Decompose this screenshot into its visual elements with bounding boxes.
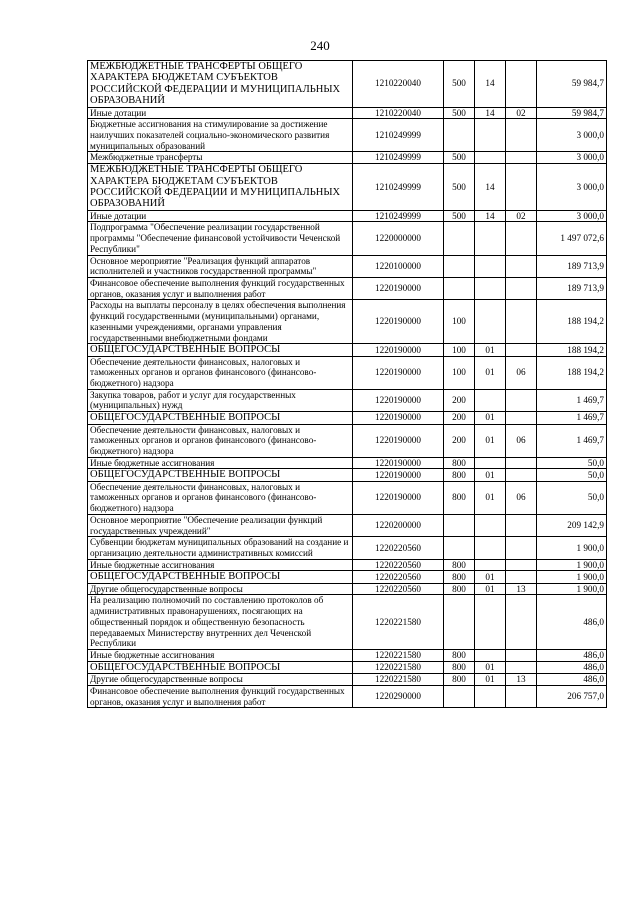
row-sum-cell: 50,0: [537, 481, 607, 514]
row-code-cell: 1220190000: [353, 344, 444, 356]
row-expense-type-cell: 800: [444, 481, 475, 514]
row-expense-type-cell: 800: [444, 457, 475, 469]
table-row: [88, 255, 607, 277]
row-sum-cell: 3 000,0: [537, 152, 607, 164]
table-row: [88, 457, 607, 469]
row-code-cell: 1220221580: [353, 674, 444, 686]
table-row: [88, 107, 607, 119]
row-section-cell: [475, 300, 506, 344]
row-name-cell: Обеспечение деятельности финансовых, налоговых и таможенных органов и органов финансового (финансово-бюджетного) надзора: [88, 424, 353, 457]
row-section-cell: [475, 650, 506, 662]
row-subsection-cell: [506, 300, 537, 344]
row-code-cell: 1210220040: [353, 61, 444, 108]
row-section-cell: 01: [475, 412, 506, 424]
row-code-cell: 1220000000: [353, 222, 444, 255]
row-section-cell: 14: [475, 210, 506, 222]
row-sum-cell: 486,0: [537, 661, 607, 673]
row-sum-cell: 50,0: [537, 457, 607, 469]
row-expense-type-cell: 500: [444, 107, 475, 119]
row-section-cell: 01: [475, 356, 506, 389]
row-expense-type-cell: 100: [444, 344, 475, 356]
row-code-cell: 1210249999: [353, 210, 444, 222]
table-row: [88, 164, 607, 211]
row-code-cell: 1220200000: [353, 514, 444, 536]
row-sum-cell: 3 000,0: [537, 164, 607, 211]
row-name-cell: Расходы на выплаты персоналу в целях обеспечения выполнения функций государственными (муниципальными) органами, казенными учреждениями, органами управления государственными внебюджетными фондами: [88, 300, 353, 344]
row-section-cell: 01: [475, 674, 506, 686]
table-row: [88, 514, 607, 536]
row-code-cell: 1210249999: [353, 164, 444, 211]
row-expense-type-cell: 800: [444, 571, 475, 583]
row-sum-cell: 1 469,7: [537, 389, 607, 411]
row-name-cell: МЕЖБЮДЖЕТНЫЕ ТРАНСФЕРТЫ ОБЩЕГО ХАРАКТЕРА БЮДЖЕТАМ СУБЪЕКТОВ РОССИЙСКОЙ ФЕДЕРАЦИИ И МУНИЦИПАЛЬНЫХ ОБРАЗОВАНИЙ: [88, 164, 353, 211]
row-section-cell: [475, 119, 506, 152]
row-expense-type-cell: 500: [444, 152, 475, 164]
page-number: 240: [310, 38, 330, 53]
row-code-cell: 1220220560: [353, 583, 444, 595]
row-code-cell: 1220100000: [353, 255, 444, 277]
row-code-cell: 1210220040: [353, 107, 444, 119]
row-expense-type-cell: 800: [444, 674, 475, 686]
row-subsection-cell: [506, 164, 537, 211]
row-name-cell: Иные дотации: [88, 107, 353, 119]
row-expense-type-cell: 200: [444, 412, 475, 424]
row-name-cell: ОБЩЕГОСУДАРСТВЕННЫЕ ВОПРОСЫ: [88, 469, 353, 481]
row-subsection-cell: [506, 222, 537, 255]
row-code-cell: 1220190000: [353, 412, 444, 424]
row-code-cell: 1220221580: [353, 650, 444, 662]
row-section-cell: 14: [475, 61, 506, 108]
row-sum-cell: 486,0: [537, 650, 607, 662]
row-name-cell: Закупка товаров, работ и услуг для государственных (муниципальных) нужд: [88, 389, 353, 411]
row-section-cell: [475, 685, 506, 707]
row-expense-type-cell: 500: [444, 210, 475, 222]
row-section-cell: 01: [475, 481, 506, 514]
row-subsection-cell: [506, 661, 537, 673]
row-section-cell: [475, 595, 506, 650]
row-sum-cell: 189 713,9: [537, 255, 607, 277]
row-subsection-cell: 06: [506, 424, 537, 457]
row-expense-type-cell: 800: [444, 661, 475, 673]
row-sum-cell: 59 984,7: [537, 107, 607, 119]
row-subsection-cell: [506, 277, 537, 299]
table-row: [88, 61, 607, 108]
table-row: [88, 595, 607, 650]
row-code-cell: 1220220560: [353, 559, 444, 571]
row-section-cell: 01: [475, 344, 506, 356]
row-section-cell: 01: [475, 661, 506, 673]
table-row: [88, 661, 607, 673]
row-code-cell: 1210249999: [353, 119, 444, 152]
row-code-cell: 1210249999: [353, 152, 444, 164]
row-section-cell: [475, 559, 506, 571]
row-sum-cell: 1 900,0: [537, 571, 607, 583]
row-sum-cell: 188 194,2: [537, 356, 607, 389]
row-sum-cell: 1 497 072,6: [537, 222, 607, 255]
row-subsection-cell: 06: [506, 481, 537, 514]
row-sum-cell: 1 900,0: [537, 583, 607, 595]
row-section-cell: [475, 457, 506, 469]
row-subsection-cell: 02: [506, 210, 537, 222]
row-subsection-cell: [506, 344, 537, 356]
row-sum-cell: 59 984,7: [537, 61, 607, 108]
row-section-cell: [475, 277, 506, 299]
row-expense-type-cell: 100: [444, 356, 475, 389]
row-name-cell: Подпрограмма "Обеспечение реализации государственной программы "Обеспечение финансовой устойчивости Чеченской Республики": [88, 222, 353, 255]
row-name-cell: Другие общегосударственные вопросы: [88, 583, 353, 595]
table-row: [88, 481, 607, 514]
row-name-cell: Иные дотации: [88, 210, 353, 222]
row-subsection-cell: 06: [506, 356, 537, 389]
row-name-cell: Финансовое обеспечение выполнения функций государственных органов, оказания услуг и выполнения работ: [88, 685, 353, 707]
row-subsection-cell: [506, 537, 537, 559]
row-name-cell: Бюджетные ассигнования на стимулирование за достижение наилучших показателей социально-экономического развития муниципальных образований: [88, 119, 353, 152]
row-section-cell: 01: [475, 469, 506, 481]
row-code-cell: 1220221580: [353, 595, 444, 650]
row-subsection-cell: [506, 571, 537, 583]
row-name-cell: Обеспечение деятельности финансовых, налоговых и таможенных органов и органов финансового (финансово-бюджетного) надзора: [88, 481, 353, 514]
row-code-cell: 1220190000: [353, 356, 444, 389]
row-name-cell: ОБЩЕГОСУДАРСТВЕННЫЕ ВОПРОСЫ: [88, 661, 353, 673]
row-name-cell: ОБЩЕГОСУДАРСТВЕННЫЕ ВОПРОСЫ: [88, 344, 353, 356]
row-code-cell: 1220190000: [353, 277, 444, 299]
row-name-cell: Иные бюджетные ассигнования: [88, 457, 353, 469]
row-sum-cell: 3 000,0: [537, 119, 607, 152]
row-subsection-cell: [506, 514, 537, 536]
row-sum-cell: 1 469,7: [537, 424, 607, 457]
row-section-cell: [475, 537, 506, 559]
row-code-cell: 1220220560: [353, 537, 444, 559]
row-subsection-cell: [506, 595, 537, 650]
row-name-cell: ОБЩЕГОСУДАРСТВЕННЫЕ ВОПРОСЫ: [88, 412, 353, 424]
row-subsection-cell: [506, 152, 537, 164]
row-name-cell: Основное мероприятие "Обеспечение реализации функций государственных учреждений": [88, 514, 353, 536]
table-row: [88, 424, 607, 457]
row-name-cell: На реализацию полномочий по составлению протоколов об административных правонарушениях, посягающих на общественный порядок и общественную безопасность передаваемых Министерству внутренних дел Чеченской Республики: [88, 595, 353, 650]
row-subsection-cell: [506, 559, 537, 571]
row-subsection-cell: [506, 650, 537, 662]
table-row: [88, 344, 607, 356]
row-code-cell: 1220190000: [353, 389, 444, 411]
table-row: [88, 469, 607, 481]
row-sum-cell: 189 713,9: [537, 277, 607, 299]
row-expense-type-cell: [444, 537, 475, 559]
row-expense-type-cell: 800: [444, 469, 475, 481]
table-row: [88, 119, 607, 152]
row-subsection-cell: 13: [506, 674, 537, 686]
row-section-cell: 01: [475, 583, 506, 595]
row-sum-cell: 188 194,2: [537, 344, 607, 356]
row-subsection-cell: [506, 119, 537, 152]
row-name-cell: Обеспечение деятельности финансовых, налоговых и таможенных органов и органов финансового (финансово-бюджетного) надзора: [88, 356, 353, 389]
row-subsection-cell: [506, 412, 537, 424]
row-name-cell: Другие общегосударственные вопросы: [88, 674, 353, 686]
row-expense-type-cell: [444, 222, 475, 255]
table-row: [88, 222, 607, 255]
row-section-cell: [475, 514, 506, 536]
row-code-cell: 1220190000: [353, 481, 444, 514]
row-subsection-cell: 02: [506, 107, 537, 119]
row-section-cell: 14: [475, 107, 506, 119]
table-row: [88, 152, 607, 164]
table-row: [88, 537, 607, 559]
row-section-cell: [475, 222, 506, 255]
row-sum-cell: 1 900,0: [537, 537, 607, 559]
row-sum-cell: 486,0: [537, 674, 607, 686]
table-row: [88, 583, 607, 595]
row-subsection-cell: [506, 469, 537, 481]
table-row: [88, 674, 607, 686]
table-row: [88, 650, 607, 662]
table-row: [88, 210, 607, 222]
row-code-cell: 1220221580: [353, 661, 444, 673]
row-expense-type-cell: 100: [444, 300, 475, 344]
row-section-cell: 14: [475, 164, 506, 211]
row-subsection-cell: [506, 389, 537, 411]
table-row: [88, 356, 607, 389]
row-code-cell: 1220190000: [353, 424, 444, 457]
row-section-cell: 01: [475, 571, 506, 583]
row-code-cell: 1220220560: [353, 571, 444, 583]
row-expense-type-cell: 200: [444, 424, 475, 457]
row-sum-cell: 1 900,0: [537, 559, 607, 571]
budget-table-body: [88, 61, 607, 708]
row-subsection-cell: [506, 685, 537, 707]
row-section-cell: [475, 152, 506, 164]
row-expense-type-cell: 800: [444, 559, 475, 571]
table-row: [88, 277, 607, 299]
table-row: [88, 412, 607, 424]
row-sum-cell: 1 469,7: [537, 412, 607, 424]
budget-table: [87, 60, 607, 708]
table-row: [88, 389, 607, 411]
row-expense-type-cell: 500: [444, 164, 475, 211]
row-name-cell: Межбюджетные трансферты: [88, 152, 353, 164]
row-expense-type-cell: 200: [444, 389, 475, 411]
table-row: [88, 300, 607, 344]
table-row: [88, 685, 607, 707]
row-subsection-cell: [506, 255, 537, 277]
row-sum-cell: 188 194,2: [537, 300, 607, 344]
row-sum-cell: 209 142,9: [537, 514, 607, 536]
row-sum-cell: 206 757,0: [537, 685, 607, 707]
row-sum-cell: 50,0: [537, 469, 607, 481]
row-section-cell: [475, 389, 506, 411]
row-code-cell: 1220290000: [353, 685, 444, 707]
table-row: [88, 559, 607, 571]
row-subsection-cell: [506, 457, 537, 469]
row-code-cell: 1220190000: [353, 469, 444, 481]
row-expense-type-cell: 500: [444, 61, 475, 108]
row-name-cell: МЕЖБЮДЖЕТНЫЕ ТРАНСФЕРТЫ ОБЩЕГО ХАРАКТЕРА БЮДЖЕТАМ СУБЪЕКТОВ РОССИЙСКОЙ ФЕДЕРАЦИИ И МУНИЦИПАЛЬНЫХ ОБРАЗОВАНИЙ: [88, 61, 353, 108]
row-name-cell: Иные бюджетные ассигнования: [88, 650, 353, 662]
row-expense-type-cell: [444, 595, 475, 650]
row-expense-type-cell: [444, 514, 475, 536]
row-subsection-cell: [506, 61, 537, 108]
row-name-cell: Иные бюджетные ассигнования: [88, 559, 353, 571]
row-expense-type-cell: [444, 685, 475, 707]
row-name-cell: Субвенции бюджетам муниципальных образований на создание и организацию деятельности административных комиссий: [88, 537, 353, 559]
row-name-cell: ОБЩЕГОСУДАРСТВЕННЫЕ ВОПРОСЫ: [88, 571, 353, 583]
row-code-cell: 1220190000: [353, 457, 444, 469]
row-expense-type-cell: [444, 277, 475, 299]
table-row: [88, 571, 607, 583]
row-subsection-cell: 13: [506, 583, 537, 595]
row-expense-type-cell: 800: [444, 583, 475, 595]
row-expense-type-cell: [444, 119, 475, 152]
row-expense-type-cell: [444, 255, 475, 277]
row-section-cell: [475, 255, 506, 277]
row-expense-type-cell: 800: [444, 650, 475, 662]
row-section-cell: 01: [475, 424, 506, 457]
row-code-cell: 1220190000: [353, 300, 444, 344]
row-sum-cell: 3 000,0: [537, 210, 607, 222]
row-name-cell: Финансовое обеспечение выполнения функций государственных органов, оказания услуг и выполнения работ: [88, 277, 353, 299]
row-name-cell: Основное мероприятие "Реализация функций аппаратов исполнителей и участников государственной программы": [88, 255, 353, 277]
row-sum-cell: 486,0: [537, 595, 607, 650]
